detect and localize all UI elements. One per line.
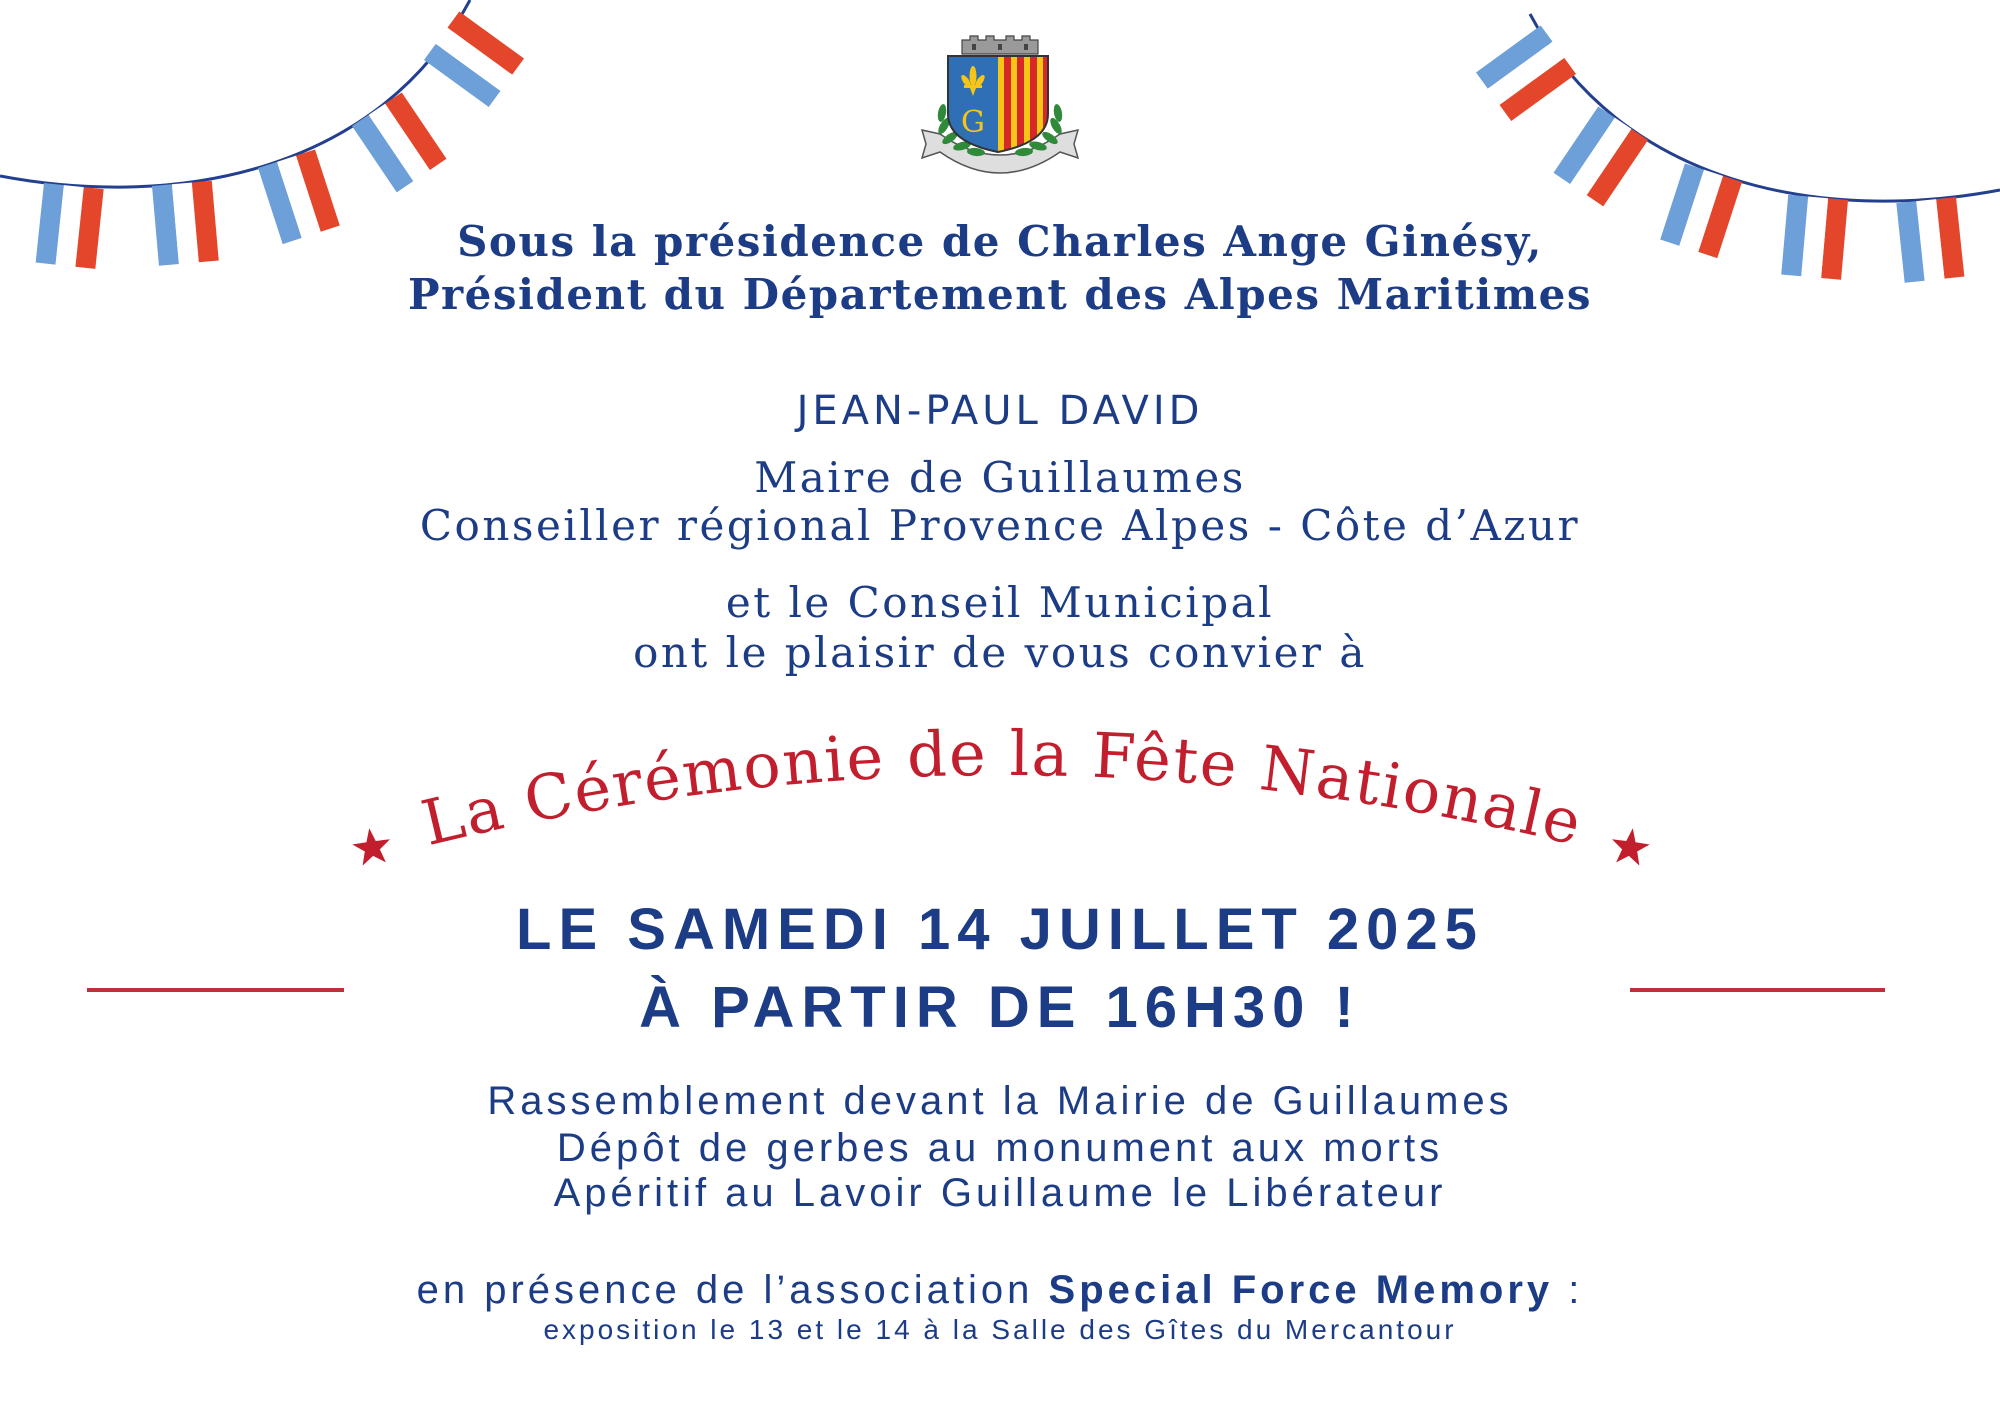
pennant-flag [424,11,524,107]
host-title-councillor: Conseiller régional Provence Alpes - Côte d’Azur [419,501,1581,550]
event-title-arc [0,700,2000,900]
host-name: JEAN-PAUL DAVID [796,388,1204,434]
exhibition-note: exposition le 13 et le 14 à la Salle des Gîtes du Mercantour [543,1314,1457,1345]
programme-item: Rassemblement devant la Mairie de Guillaumes [487,1079,1513,1123]
pennant-flag [1554,106,1648,206]
invitation-line-1: et le Conseil Municipal [725,578,1275,627]
pennant-flag [1476,25,1576,121]
patronage-line-2: Président du Département des Alpes Maritimes [407,270,1593,319]
presence-suffix: : [1553,1268,1584,1312]
svg-text:La Cérémonie de la Fête Nation [415,717,1590,860]
association-name: Special Force Memory [1048,1268,1554,1312]
host-title-mayor: Maire de Guillaumes [754,453,1246,502]
event-date: LE SAMEDI 14 JUILLET 2025 [516,897,1484,962]
invitation-line-2: ont le plaisir de vous convier à [633,628,1367,677]
event-time: À PARTIR DE 16H30 ! [639,975,1361,1040]
divider-right [1630,988,1885,992]
programme-item: Apéritif au Lavoir Guillaume le Libérateur [553,1171,1447,1215]
patronage-line-1: Sous la présidence de Charles Ange Ginésy, [457,217,1543,266]
star-icon [350,826,393,867]
presence-prefix: en présence de l’association [416,1268,1049,1312]
divider-left [87,988,344,992]
pennant-flag [352,92,446,192]
presence-line [0,1270,2000,1310]
event-title: La Cérémonie de la Fête Nationale [414,716,1591,860]
svg-text:G: G [961,105,985,140]
programme-item: Dépôt de gerbes au monument aux morts [556,1126,1444,1170]
star-icon [1609,826,1652,867]
coat-of-arms-icon [920,34,1080,194]
